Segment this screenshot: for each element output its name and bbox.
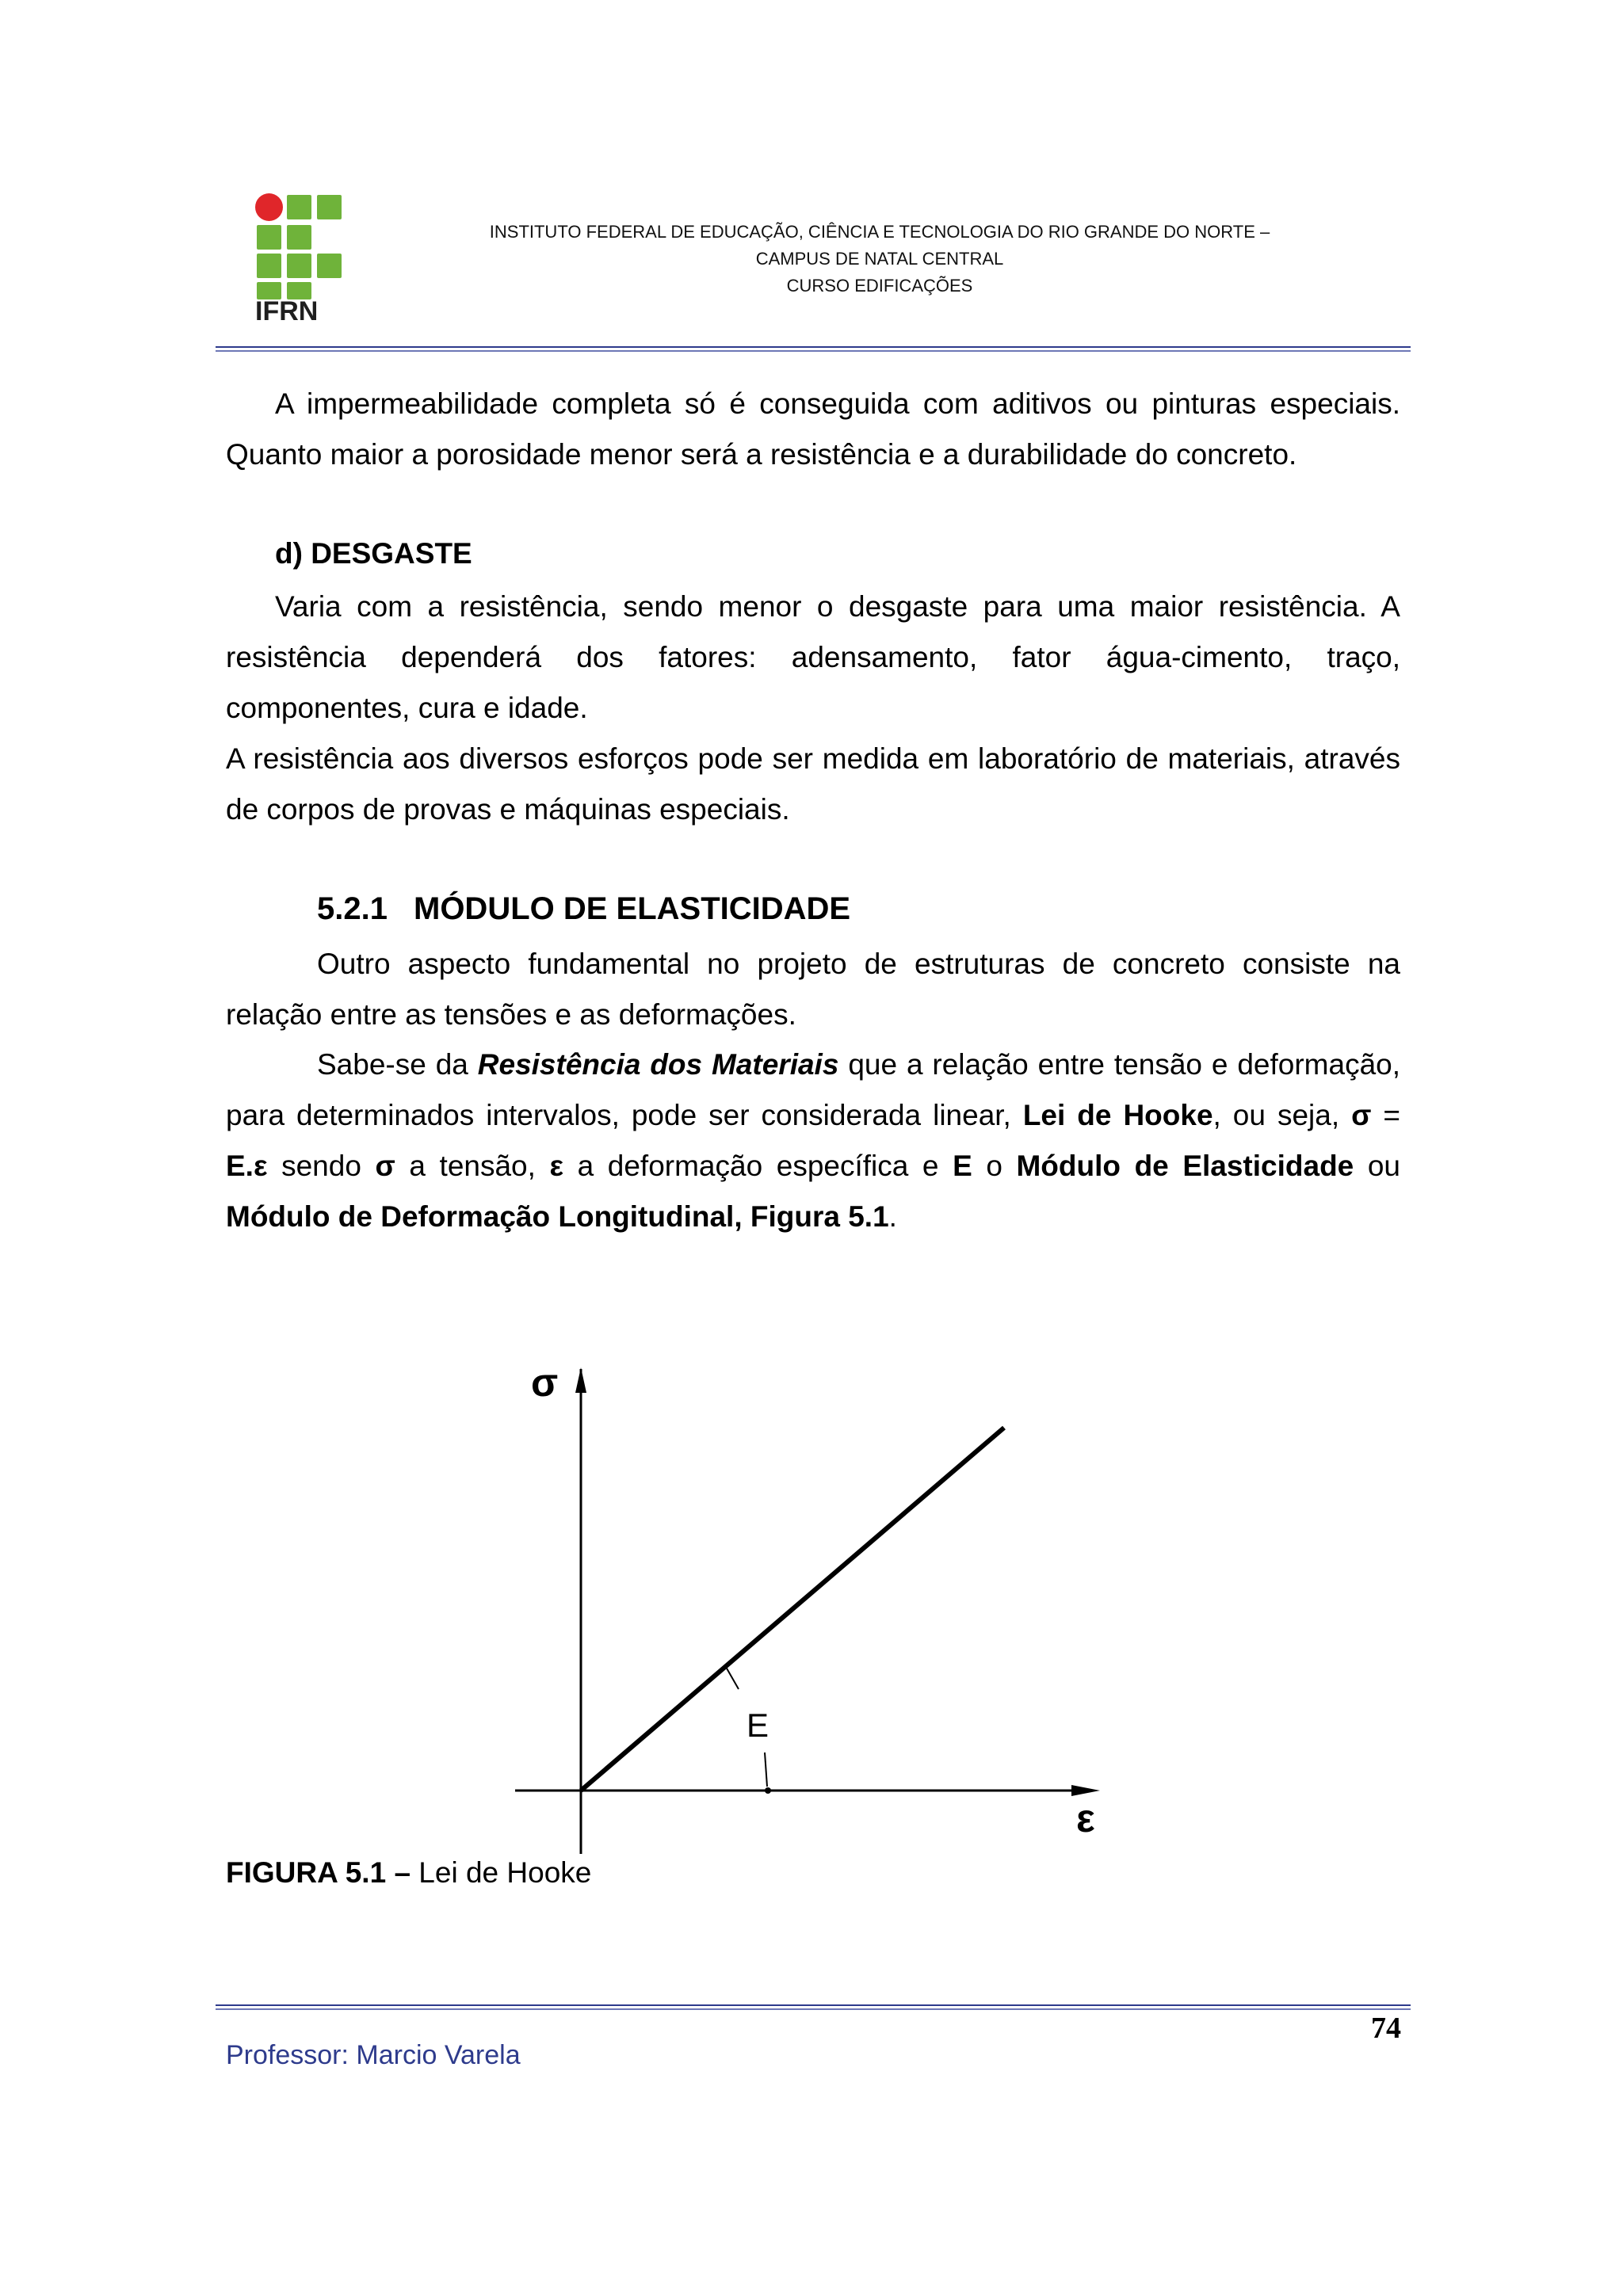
y-axis-label-sigma: σ [531,1360,559,1405]
text-run: = [1371,1099,1401,1131]
logo-square [257,225,281,250]
text-run: a deformação específica e [563,1150,953,1182]
x-axis-arrow [1071,1785,1100,1796]
institution-header [412,219,1347,299]
header-line-3: CURSO EDIFICAÇÕES [786,276,973,296]
heading-desgaste: d) DESGASTE [275,537,472,570]
symbol-sigma: σ [1351,1099,1372,1131]
slope-label-e: E [747,1707,769,1744]
y-axis-arrow [575,1367,586,1393]
logo-red-dot [255,193,283,221]
logo-square [317,195,342,219]
slope-leader-upper [726,1667,739,1689]
header-rule-secondary [216,350,1411,352]
text-run: sendo [267,1150,376,1182]
footer-rule [216,2004,1411,2006]
term-modulo-deformacao: Módulo de Deformação Longitudinal, Figura 5.1 [226,1200,889,1233]
term-lei-hooke: Lei de Hooke [1022,1099,1213,1131]
slope-leader-lower [765,1753,767,1787]
section-heading [317,891,850,927]
logo-text: IFRN [255,296,319,326]
text-run: . [888,1200,897,1233]
figure-caption-text: Lei de Hooke [411,1856,592,1889]
section-title: MÓDULO DE ELASTICIDADE [414,891,851,926]
hooke-law-figure [507,1347,1117,1854]
logo-square [287,225,311,250]
slope-base-point [765,1787,771,1794]
figure-caption-label: FIGURA 5.1 – [226,1856,411,1889]
term-resistencia-materiais: Resistência dos Materiais [477,1048,839,1081]
logo-square [257,254,281,278]
paragraph-desgaste: Varia com a resistência, sendo menor o desgaste para uma maior resistência. A resistência dependerá dos fatores: adensamento, fator água-cimento, traço, componentes, cura e idade. [226,590,1400,724]
text-run: a tensão, [395,1150,550,1182]
term-modulo-elasticidade: Módulo de Elasticidade [1016,1150,1354,1182]
section-number: 5.2.1 [317,891,388,926]
ifrn-logo [255,193,350,328]
logo-square [287,195,311,219]
footer-professor: Professor: Marcio Varela [226,2040,521,2070]
symbol-e: E [953,1150,972,1182]
symbol-epsilon: ε [549,1150,564,1182]
symbol-sigma: σ [375,1150,395,1182]
formula-e-epsilon: E.ε [226,1150,268,1182]
text-run: o [972,1150,1017,1182]
paragraph-impermeability: A impermeabilidade completa só é conseguida com aditivos ou pinturas especiais. Quanto maior a porosidade menor será a resistência e a durabilidade do concreto. [226,387,1400,471]
header-rule [216,346,1411,348]
logo-square [287,254,311,278]
x-axis-label-epsilon: ε [1076,1796,1095,1840]
logo-square [317,254,342,278]
text-run: ou [1354,1150,1400,1182]
text-run: que a relação entre tensão e deformação, para determinados intervalos, pode ser considerada linear, [226,1048,1401,1131]
header-line-2: CAMPUS DE NATAL CENTRAL [755,249,1004,269]
stress-strain-line [581,1428,1004,1791]
text-run: Sabe-se da [317,1048,478,1081]
paragraph-resistance-tests: A resistência aos diversos esforços pode ser medida em laboratório de materiais, através de corpos de provas e máquinas especiais. [226,742,1400,826]
text-run: , ou seja, [1212,1099,1352,1131]
header-line-1: INSTITUTO FEDERAL DE EDUCAÇÃO, CIÊNCIA E TECNOLOGIA DO RIO GRANDE DO NORTE – [489,222,1270,242]
footer-rule-secondary [216,2008,1411,2010]
figure-caption [226,1856,591,1890]
page-number: 74 [1371,2012,1401,2045]
paragraph-stress-strain: Outro aspecto fundamental no projeto de estruturas de concreto consiste na relação entre as tensões e as deformações. [226,948,1400,1031]
paragraph-hooke-law [226,1039,1400,1242]
